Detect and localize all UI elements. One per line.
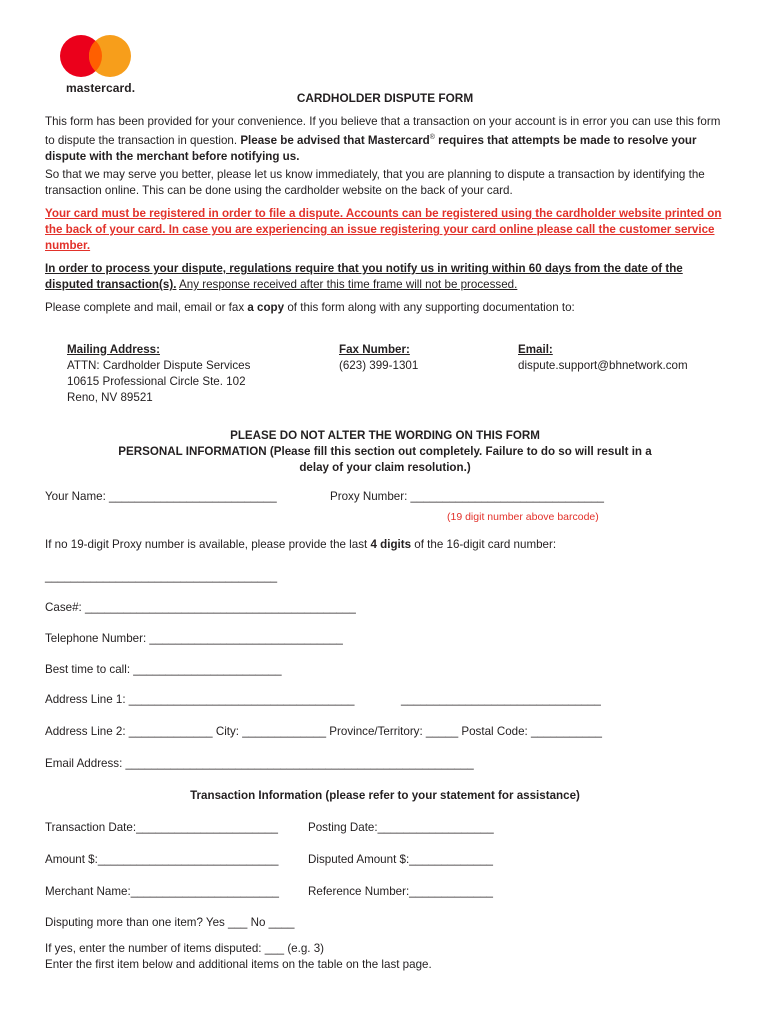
reference-number-field[interactable]: Reference Number:_____________: [308, 885, 493, 898]
mail-instructions: Please complete and mail, email or fax a copy of this form along with any supporting documentation to:: [45, 301, 575, 314]
proxy-hint: (19 digit number above barcode): [447, 511, 599, 523]
address-line-2-row[interactable]: Address Line 2: _____________ City: _____________ Province/Territory: _____ Postal Code: ___________: [45, 725, 602, 738]
items-count-field[interactable]: If yes, enter the number of items disputed: ___ (e.g. 3): [45, 942, 325, 955]
mailing-line-2: 10615 Professional Circle Ste. 102: [67, 375, 246, 388]
serve-paragraph: So that we may serve you better, please let us know immediately, that you are planning to dispute a transaction by identifying the transaction online. This can be done using the cardholder website on the back of your card.: [45, 168, 705, 198]
registration-notice: Your card must be registered in order to file a dispute. Accounts can be registered using the cardholder website printed on the back of your card. In case you are experiencing an issue registering your card online please call the customer service number.: [45, 207, 722, 253]
mailing-line-1: ATTN: Cardholder Dispute Services: [67, 359, 251, 372]
regulation-paragraph: In order to process your dispute, regulations require that you notify us in writing within 60 days from the date of the disputed transaction(s). Any response received after this time frame will not be processed.: [45, 262, 683, 292]
last4-instructions: If no 19-digit Proxy number is available, please provide the last 4 digits of the 16-digit card number:: [45, 538, 557, 551]
proxy-number-field[interactable]: Proxy Number: ______________________________: [330, 490, 604, 503]
form-title: CARDHOLDER DISPUTE FORM: [296, 91, 474, 105]
amount-field[interactable]: Amount $:____________________________: [45, 853, 279, 866]
disputed-amount-field[interactable]: Disputed Amount $:_____________: [308, 853, 494, 866]
do-not-alter-warning: PLEASE DO NOT ALTER THE WORDING ON THIS FORM: [230, 429, 540, 442]
address-line-1-extra-field[interactable]: _______________________________: [401, 693, 601, 706]
mastercard-wordmark: mastercard.: [66, 81, 136, 95]
enter-first-item-note: Enter the first item below and additional items on the table on the last page.: [45, 958, 432, 971]
last4-input-line[interactable]: ____________________________________: [45, 570, 278, 583]
fax-header: Fax Number:: [339, 343, 410, 356]
address-line-1-field[interactable]: Address Line 1: ___________________________________: [45, 693, 355, 706]
transaction-info-heading: Transaction Information (please refer to your statement for assistance): [190, 789, 580, 802]
best-time-field[interactable]: Best time to call: _______________________: [45, 663, 282, 676]
intro-paragraph: This form has been provided for your convenience. If you believe that a transaction on your account is in error you can use this form to dispute the transaction in question. Please be advised that Mastercard® requires that attempts be made to resolve your dispute with the merchant before notifying us.: [45, 115, 721, 164]
email-value[interactable]: dispute.support@bhnetwork.com: [518, 359, 688, 372]
mailing-line-3: Reno, NV 89521: [67, 391, 153, 404]
fax-value: (623) 399-1301: [339, 359, 419, 372]
multiple-items-question[interactable]: Disputing more than one item? Yes ___ No ____: [45, 916, 295, 929]
merchant-name-field[interactable]: Merchant Name:_______________________: [45, 885, 279, 898]
email-header: Email:: [518, 343, 553, 356]
email-address-field[interactable]: Email Address: ______________________________________________________: [45, 757, 474, 770]
personal-info-heading: PERSONAL INFORMATION (Please fill this section out completely. Failure to do so will result in a: [118, 445, 652, 458]
transaction-date-field[interactable]: Transaction Date:______________________: [45, 821, 278, 834]
telephone-field[interactable]: Telephone Number: ______________________________: [45, 632, 343, 645]
posting-date-field[interactable]: Posting Date:__________________: [308, 821, 494, 834]
case-number-field[interactable]: Case#: __________________________________________: [45, 601, 356, 614]
personal-info-heading-cont: delay of your claim resolution.): [299, 461, 471, 474]
mailing-address-header: Mailing Address:: [67, 343, 160, 356]
your-name-field[interactable]: Your Name: __________________________: [45, 490, 277, 503]
